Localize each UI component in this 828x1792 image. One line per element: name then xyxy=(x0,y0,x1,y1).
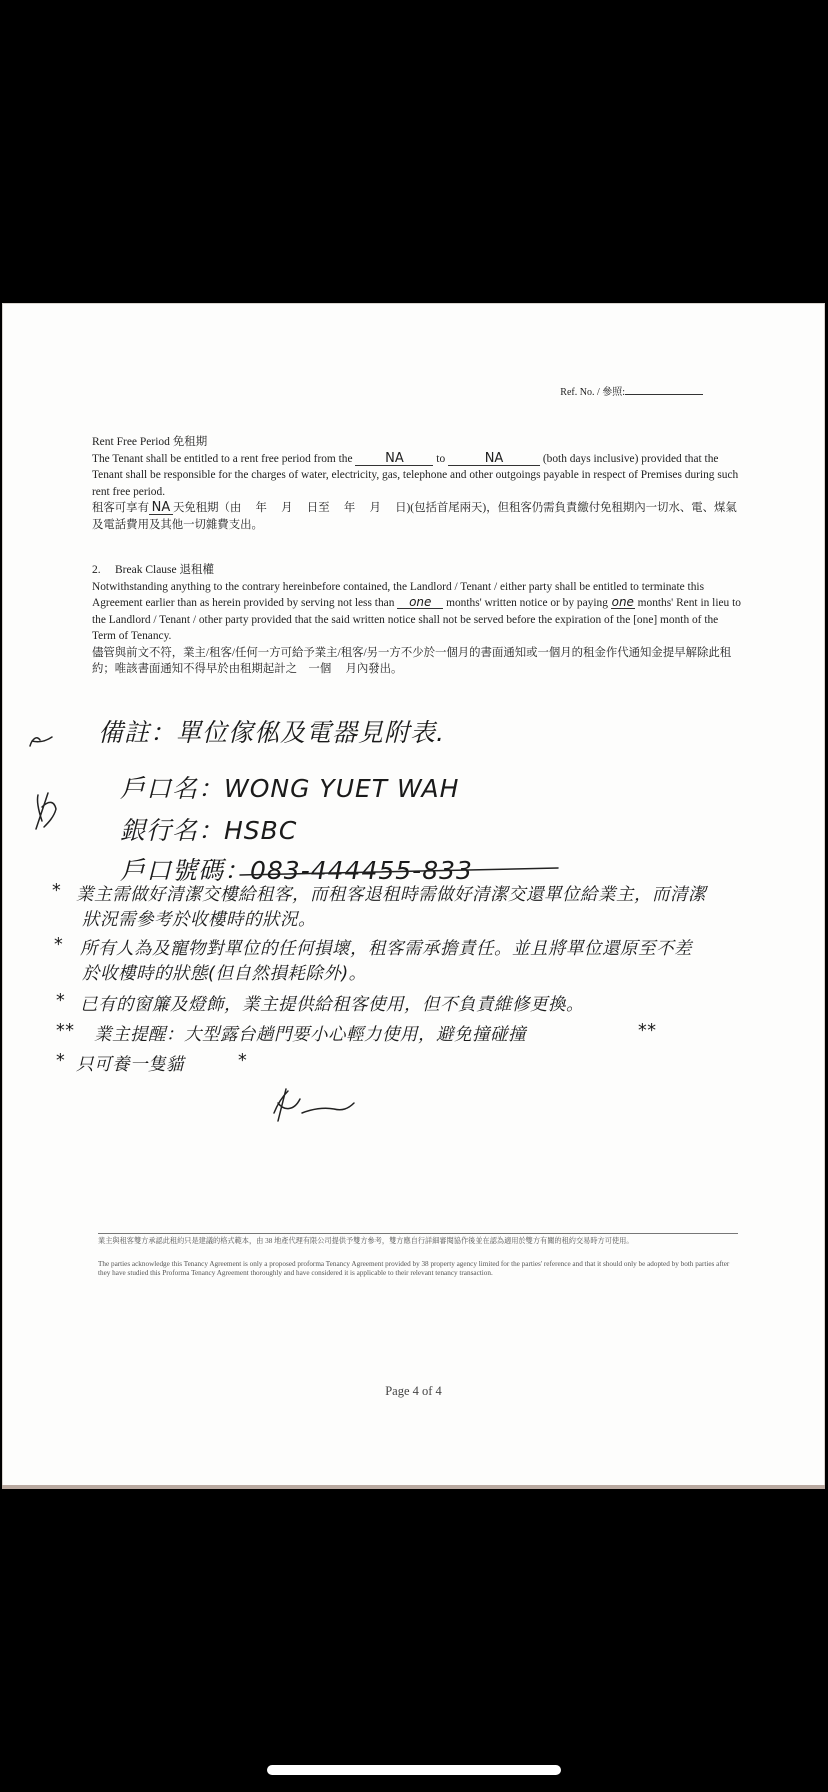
handwritten-note-2-line-1: 所有人為及寵物對單位的任何損壞，租客需承擔責任。並且將單位還原至不差 xyxy=(80,939,692,959)
handwritten-account-name: 戶口名：WONG YUET WAH xyxy=(120,774,460,803)
break-clause-text-zh: 儘管與前文不符，業主/租客/任何一方可給予業主/租客/另一方不少於一個月的書面通知或一個月的租金作代通知金提早解除此租約；唯該書面通知不得早於由租期起計之 一個 月內發出。 xyxy=(92,646,732,675)
handwritten-remark: 備註：單位傢俬及電器見附表. xyxy=(98,718,445,747)
star-bullet: * xyxy=(54,935,64,955)
star-bullet: * xyxy=(56,1051,66,1071)
star-bullet: * xyxy=(52,881,62,901)
reference-label: Ref. No. / 參照: xyxy=(560,387,625,398)
rent-free-text: The Tenant shall be entitled to a rent free period from the NA to NA (both days inclusive) provided that the Tenant shall be responsible for the charges of water, electricity, gas, telephone and other outgoings payable in respect of Premises during such rent free period. xyxy=(92,450,739,498)
rent-free-heading: Rent Free Period 免租期 xyxy=(92,436,208,448)
rent-in-lieu-field: one xyxy=(611,595,634,609)
handwritten-note-1-line-2: 狀況需參考於收樓時的狀況。 xyxy=(82,910,316,930)
rent-free-days-field: NA xyxy=(149,502,173,515)
bottom-signature-stroke-2 xyxy=(302,1103,354,1113)
rent-free-to-field: NA xyxy=(448,453,540,466)
document-page xyxy=(2,303,825,1489)
break-clause-heading: 2. Break Clause 退租權 xyxy=(92,564,215,576)
handwritten-note-3: 已有的窗簾及燈飾，業主提供給租客使用，但不負責維修更換。 xyxy=(80,995,584,1015)
handwritten-note-2-line-2: 於收樓時的狀態(但自然損耗除外)。 xyxy=(82,964,367,984)
star-bullet: * xyxy=(56,991,66,1011)
margin-initials-top xyxy=(30,737,52,746)
star-bullet: * xyxy=(238,1051,248,1071)
notice-months-field: one xyxy=(397,596,443,609)
handwritten-bank-name: 銀行名：HSBC xyxy=(120,816,298,845)
footer-disclaimer-zh: 業主與租客雙方承認此租約只是建議的格式範本，由 38 地產代理有限公司提供予雙方參考，雙方應自行詳細審閱協作後並在認為適用於雙方有關的租約交易時方可使用。 xyxy=(98,1237,634,1245)
bottom-signature-stroke-1 xyxy=(274,1089,300,1121)
break-clause-text: Notwithstanding anything to the contrary hereinbefore contained, the Landlord / Tenant / either party shall be entitled to terminate this Agreement earlier than as herein provided by serving not less than one months' written notice or by paying one months' Rent in lieu to the Landlord / Tenant / other party provided that the said written notice shall not be served before the expiration of the [one] month of the Term of Tenancy. xyxy=(92,580,741,642)
handwritten-account-number: 戶口號碼：083-444455-833 xyxy=(120,856,473,885)
rent-free-text-zh: 租客可享有 NA 天免租期（由 年 月 日至 年 月 日)(包括首尾兩天)，但租客仍需負責繳付免租期內一切水、電、煤氣及電話費用及其他一切雜費支出。 xyxy=(92,500,737,531)
initials-signature-marks xyxy=(2,303,825,1489)
page-number: Page 4 of 4 xyxy=(385,1384,442,1398)
handwritten-note-5: 只可養一隻貓 xyxy=(76,1055,184,1075)
account-number-underline xyxy=(240,868,558,875)
star-bullet: ** xyxy=(56,1021,75,1041)
handwritten-note-1-line-1: 業主需做好清潔交樓給租客，而租客退租時需做好清潔交還單位給業主，而清潔 xyxy=(76,885,706,905)
handwritten-note-4: 業主提醒：大型露台趟門要小心輕力使用，避免撞碰撞 xyxy=(94,1025,526,1045)
rent-free-from-field: NA xyxy=(355,453,433,466)
home-indicator-bar[interactable] xyxy=(267,1765,561,1775)
footer-divider xyxy=(98,1233,738,1234)
footer-disclaimer-en: The parties acknowledge this Tenancy Agreement is only a proposed proforma Tenancy Agreement provided by 38 property agency limited for the parties' reference and that it should only be adopted by both parties after they have studied this Proforma Tenancy Agreement thoroughly and have considered it is applicable to their relevant tenancy transaction. xyxy=(98,1260,730,1277)
margin-initials-scribble xyxy=(37,795,56,827)
star-bullet: ** xyxy=(638,1021,657,1041)
page-bottom-edge xyxy=(2,1485,825,1489)
